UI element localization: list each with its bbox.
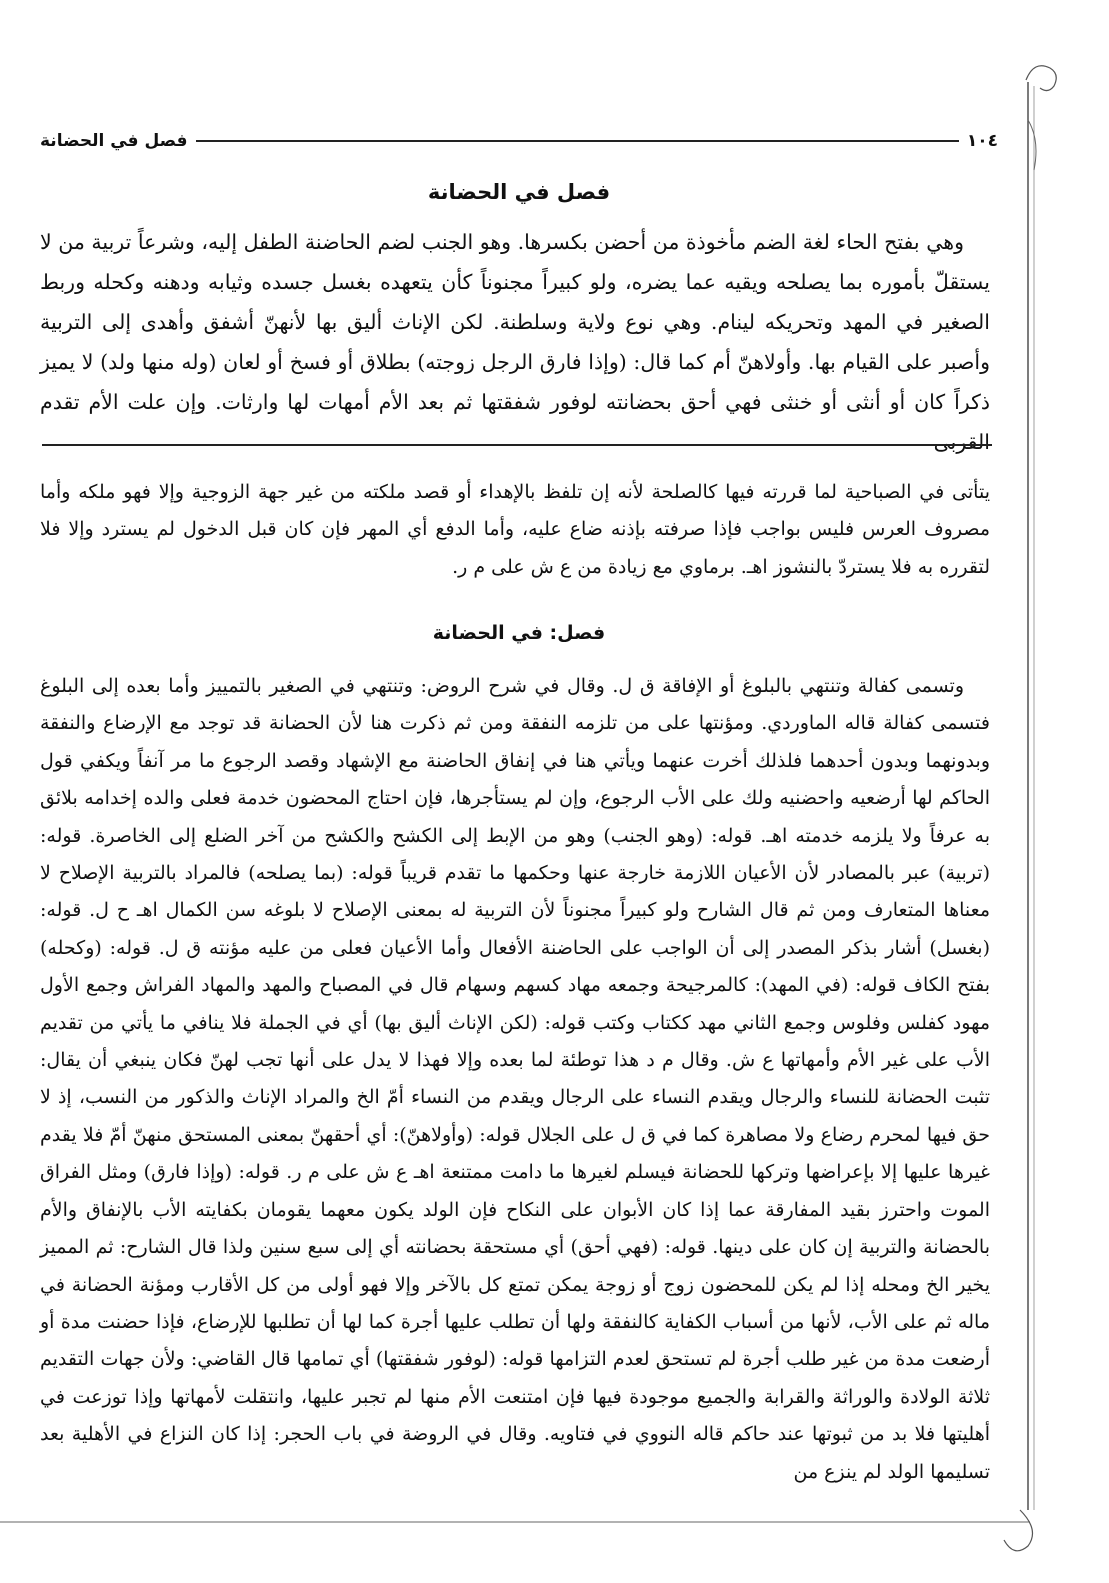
running-header: [40, 128, 998, 154]
commentary-text: [40, 668, 990, 1491]
header-section-title: فصل في الحضانة: [40, 131, 188, 151]
page-border-right-ornament: [1020, 60, 1060, 1530]
main-paragraph: وهي بفتح الحاء لغة الضم مأخوذة من أحضن بكسرها. وهو الجنب لضم الحاضنة الطفل إليه، وشرعاً تربية من لا يستقلّ بأموره بما يصلحه ويقيه عما يضره، ولو كبيراً مجنوناً كأن يتعهده بغسل جسده وثيابه ودهنه وكحله وربط الصغير في المهد وتحريكه لينام. وهي نوع ولاية وسلطنة. لكن الإناث أليق بها لأنهنّ أشفق وأهدى إلى التربية وأصبر على القيام بها. وأولاهنّ أم كما قال: (وإذا فارق الرجل زوجته) بطلاق أو فسخ أو لعان (وله منها ولد) لا يميز ذكراً كان أو أنثى أو خنثى فهي أحق بحضانته لوفور شفقتها ثم بعد الأم أمهات لها وارثات. وإن علت الأم تقدم القربى: [40, 230, 990, 454]
page-number: ١٠٤: [966, 131, 998, 151]
commentary-paragraph: وتسمى كفالة وتنتهي بالبلوغ أو الإفاقة ق ل. وقال في شرح الروض: وتنتهي في الصغير بالتمييز وأما بعده إلى البلوغ فتسمى كفالة قاله الماوردي. ومؤنتها على من تلزمه النفقة ومن ثم ذكرت هنا لأن الحضانة قد توجد مع الإرضاع والنفقة وبدونهما وبدون أحدهما فلذلك أخرت عنهما ويأتي هنا في إنفاق الحاضنة مع الإشهاد وقصد الرجوع ما مر آنفاً ويكفي قول الحاكم لها أرضعيه واحضنيه ولك على الأب الرجوع، وإن لم يستأجرها، فإن احتاج المحضون خدمة فعلى والده إخدامه بلائق به عرفاً ولا يلزمه خدمته اهـ. قوله: (وهو الجنب) وهو من الإبط إلى الكشح والكشح من آخر الضلع إلى الخاصرة. قوله: (تربية) عبر بالمصادر لأن الأعيان اللازمة خارجة عنها وحكمها ما تقدم قريباً قوله: (بما يصلحه) فالمراد بالتربية الإصلاح لا معناها المتعارف ومن ثم قال الشارح ولو كبيراً مجنوناً لأن التربية له بمعنى الإصلاح لا بلوغه سن الكمال اهـ ح ل. قوله: (بغسل) أشار بذكر المصدر إلى أن الواجب على الحاضنة الأفعال وأما الأعيان فعلى من عليه مؤنته ق ل. قوله: (وكحله) بفتح الكاف قوله: (في المهد): كالمرجيحة وجمعه مهاد كسهم وسهام قال في المصباح والمهد والمهاد الفراش وجمع الأول مهود كفلس وفلوس وجمع الثاني مهد ككتاب وكتب قوله: (لكن الإناث أليق بها) أي في الجملة فلا ينافي ما يأتي من تقديم الأب على غير الأم وأمهاتها ع ش. وقال م د هذا توطئة لما بعده وإلا فهذا لا يدل على أنها تجب لهنّ فكان ينبغي أن يقال: تثبت الحضانة للنساء والرجال ويقدم النساء على الرجال ويقدم من النساء أمّ الخ والمراد الإناث والذكور من النسب، إذ لا حق فيها لمحرم رضاع ولا مصاهرة كما في ق ل على الجلال قوله: (وأولاهنّ): أي أحقهنّ بمعنى المستحق منهنّ أمّ فلا يقدم غيرها عليها إلا بإعراضها وتركها للحضانة فيسلم لغيرها ما دامت ممتنعة اهـ ع ش على م ر. قوله: (وإذا فارق) ومثل الفراق الموت واحترز بقيد المفارقة عما إذا كان الأبوان على النكاح فإن الولد يكون معهما يقومان بكفايته الأب بالإنفاق والأم بالحضانة والتربية إن كان على دينها. قوله: (فهي أحق) أي مستحقة بحضانته أي إلى سبع سنين ولذا قال الشارح: ثم المميز يخير الخ ومحله إذا لم يكن للمحضون زوج أو زوجة يمكن تمتع كل بالآخر وإلا فهو أولى من كل الأقارب ومؤنة الحضانة في ماله ثم على الأب، لأنها من أسباب الكفاية كالنفقة ولها أن تطلب عليها أجرة كما لها أن تطلبها للإرضاع، فإذا حضنت مدة أو أرضعت مدة من غير طلب أجرة لم تستحق لعدم التزامها قوله: (لوفور شفقتها) أي تمامها قال القاضي: ولأن جهات التقديم ثلاثة الولادة والوراثة والقرابة والجميع موجودة فيها فإن امتنعت الأم منها لم تجبر عليها، وانتقلت لأمهاتها وإذا توزعت في أهليتها فلا بد من ثبوتها عند حاكم قاله النووي في فتاويه. وقال في الروضة في باب الحجر: إذا كان النزاع في الأهلية بعد تسليمها الولد لم ينزع من: [40, 675, 990, 1483]
main-text: [40, 222, 990, 462]
header-rule: [196, 140, 959, 142]
page-border-bottom-ornament: [0, 1500, 1109, 1560]
commentary-continued: [40, 474, 990, 586]
commentary-continued-paragraph: يتأتى في الصباحية لما قررته فيها كالصلحة لأنه إن تلفظ بالإهداء أو قصد ملكته من غير جهة الزوجية وإلا فهو ملكه وأما مصروف العرس فليس بواجب فإذا صرفته بإذنه ضاع عليه، وأما الدفع أي المهر فإن كان قبل الدخول لم يسترد وإلا فلا لتقرره به فلا يستردّ بالنشوز اهـ. برماوي مع زيادة من ع ش على م ر.: [40, 481, 990, 578]
footnote-separator: [42, 444, 992, 446]
commentary-section-title: فصل: في الحضانة: [432, 622, 606, 644]
main-section-title: فصل في الحضانة: [427, 180, 611, 204]
